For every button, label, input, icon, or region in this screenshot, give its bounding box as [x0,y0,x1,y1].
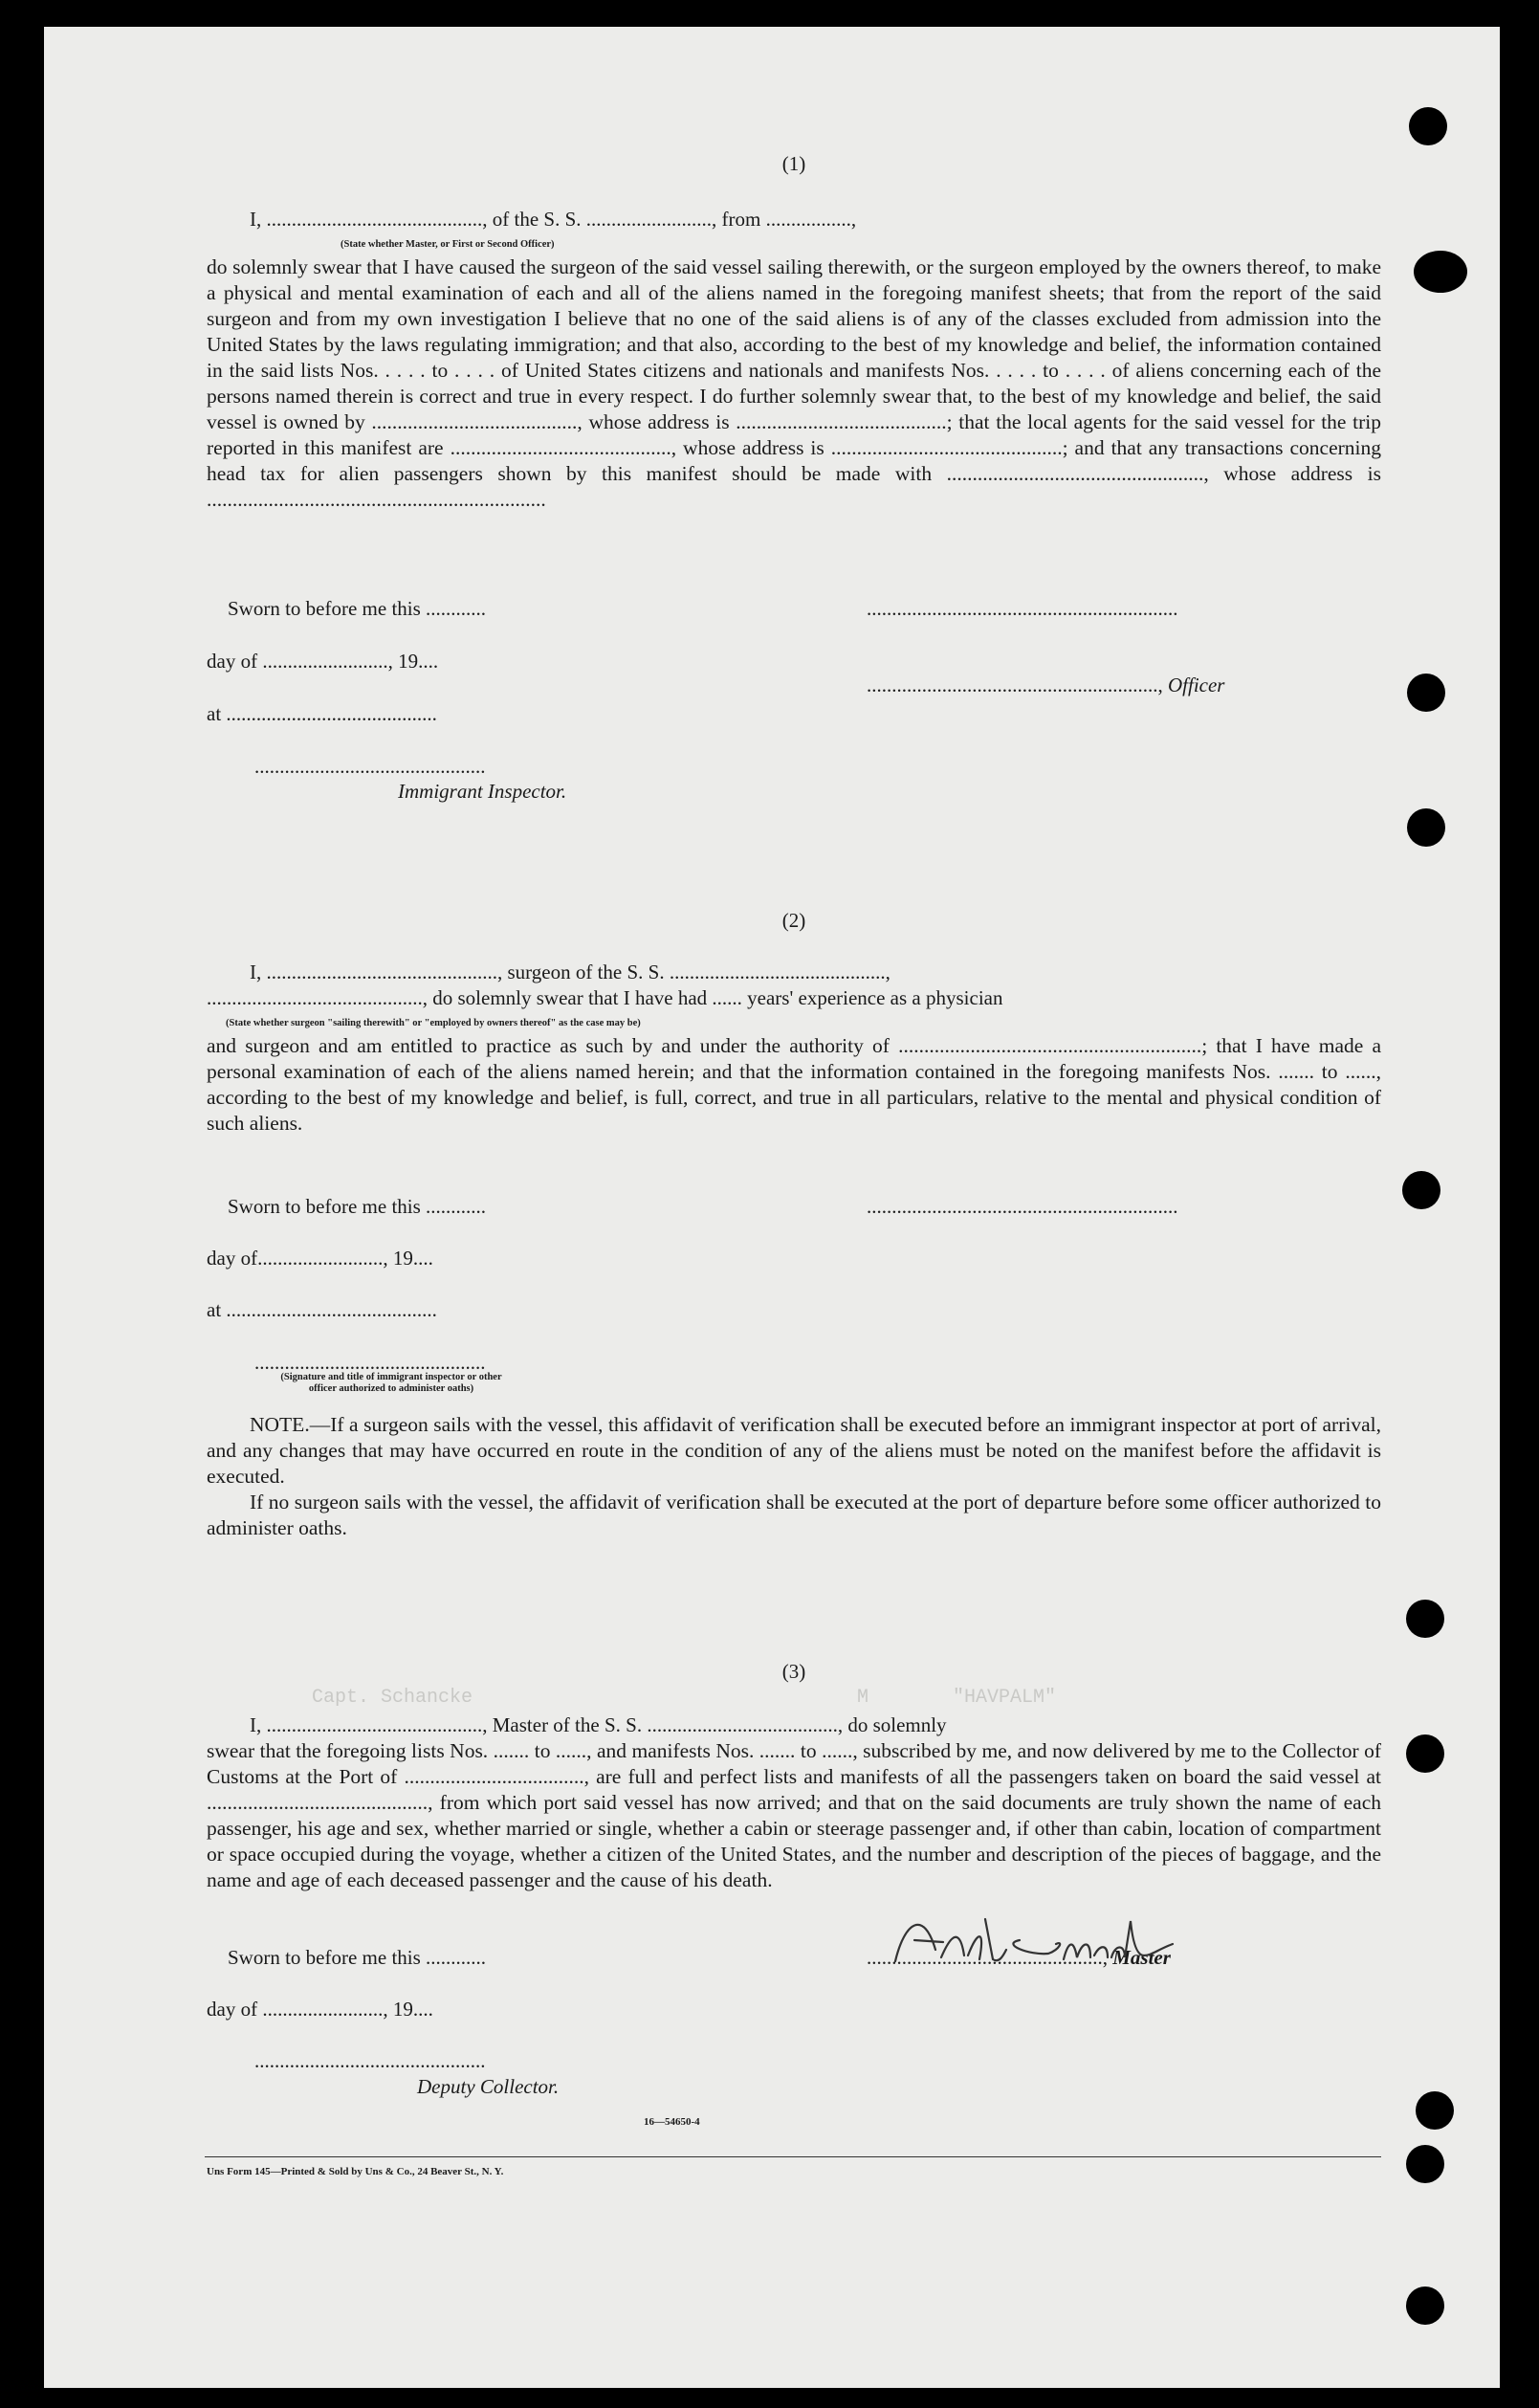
binder-hole [1406,1600,1444,1638]
section-3-collector-label: Deputy Collector. [417,2075,560,2098]
section-2-day: day of........................., 19.... [207,1247,433,1270]
section-1-inspector-dots: .............................................. [254,755,486,778]
binder-hole [1416,2091,1454,2130]
section-1-officer-note: (State whether Master, or First or Second Officer) [341,239,555,250]
section-2-inspector-note: (Signature and title of immigrant inspector or other officer authorized to administer oaths) [280,1372,502,1394]
section-1-signature-line: .............................................................. [867,597,1178,620]
document-page [44,27,1500,2388]
section-1-sworn: Sworn to before me this ............ [228,597,487,620]
binder-hole [1414,251,1467,293]
section-2-line-1: I, .............................................., surgeon of the S. S. ..........................................., [250,961,890,983]
form-number: 16—54650-4 [644,2116,700,2128]
section-2-note-1: NOTE.—If a surgeon sails with the vessel, this affidavit of verification shall be executed before an immigrant inspector at port of arrival, and any changes that may have occurred en route in the condition of any of the aliens must be noted on the manifest before the affidavit is executed. [207,1413,1381,1488]
section-3 [207,27,1381,2227]
section-2-at: at .......................................... [207,1298,437,1321]
section-2-line-2: ..........................................., do solemnly swear that I have had ...... years' experience as a physician [207,986,1003,1009]
typed-ship-prefix: M [857,1687,869,1709]
binder-hole [1407,808,1445,847]
binder-hole [1402,1171,1440,1209]
section-2-surgeon-note: (State whether surgeon "sailing therewith" or "employed by owners thereof" as the case may be) [226,1018,641,1028]
section-1-body: do solemnly swear that I have caused the surgeon of the said vessel sailing therewith, or the surgeon employed by the owners thereof, to make a physical and mental examination of each and all of the aliens named in the foregoing manifest sheets; that from the report of the said surgeon and from my own investigation I believe that no one of the said aliens is of any of the classes excluded from admission into the United States by the laws regulating immigration; and that also, according to the best of my knowledge and belief, the information contained in the said lists Nos. . . . . to . . . . of United States citizens and nationals and manifests Nos. . . . . to . . . . of aliens concerning each of the persons named therein is correct and true in every respect. I do further solemnly swear that, to the best of my knowledge and belief, the said vessel is owned by ........................................, whose address is .........................................; that the local agents for the said vessel for the trip reported in this manifest are ..........................................., whose address is .............................................; and that any transactions concerning head tax for alien passengers shown by this manifest should be made with .................................................., whose address is .................................................................. [207,255,1381,511]
binder-hole [1406,2286,1444,2325]
section-2-signature-line: .............................................................. [867,1195,1178,1218]
binder-hole [1407,674,1445,712]
section-1-at: at .......................................... [207,702,437,725]
section-1-day: day of ........................., 19.... [207,650,439,673]
binder-hole [1406,1734,1444,1773]
section-1-officer-dots: .........................................................., [867,674,1163,696]
typed-master-name: Capt. Schancke [312,1687,473,1709]
section-3-collector-dots: .............................................. [254,2049,486,2072]
section-2-note-2: If no surgeon sails with the vessel, the affidavit of verification shall be executed at the port of departure before some officer authorized to administer oaths. [207,1491,1381,1539]
section-1-number: (1) [781,152,806,175]
master-signature [886,1902,1192,1978]
section-3-day: day of ........................, 19.... [207,1998,433,2021]
section-3-number: (3) [781,1660,806,1683]
section-1-oath-line: I, ..........................................., of the S. S. ........................., from ................., [250,208,857,231]
binder-hole [1409,107,1447,145]
section-3-line-1: I, ..........................................., Master of the S. S. ......................................, do solemnly [250,1713,947,1736]
section-2-number: (2) [781,909,806,932]
footer-rule [205,2156,1381,2157]
section-1-inspector-label: Immigrant Inspector. [398,780,567,803]
section-3-master-label: Master [1112,1946,1171,1969]
section-3-master-dots: ..............................................., [867,1946,1108,1969]
typed-ship-name: "HAVPALM" [953,1687,1057,1709]
section-2-body: and surgeon and am entitled to practice as such by and under the authority of ...........................................................; that I have made a personal examination of each of the aliens named herein; and that the information contained in the foregoing manifests Nos. ....... to ......, according to the best of my knowledge and belief, is full, correct, and true in all particulars, relative to the mental and physical condition of such aliens. [207,1034,1381,1135]
section-3-body: swear that the foregoing lists Nos. ....... to ......, and manifests Nos. ....... to ......, subscribed by me, and now delivered by me to the Collector of Customs at the Port of ..................................., are full and perfect lists and manifests of all the passengers taken on board the said vessel at ..........................................., from which port said vessel has now arrived; and that on the said documents are truly shown the name of each passenger, his age and sex, whether married or single, whether a cabin or steerage passenger and, if other than cabin, location of compartment or space occupied during the voyage, whether a citizen of the United States, and the number and description of the pieces of baggage, and the name and age of each deceased passenger and the cause of his death. [207,1739,1381,1891]
section-1-officer-label: Officer [1168,674,1225,696]
section-3-sworn: Sworn to before me this ............ [228,1946,487,1969]
section-2-sworn: Sworn to before me this ............ [228,1195,487,1218]
section-2-inspector-dots: .............................................. [254,1351,486,1374]
printer-imprint: Uns Form 145—Printed & Sold by Uns & Co., 24 Beaver St., N. Y. [207,2166,504,2177]
binder-hole [1406,2145,1444,2183]
